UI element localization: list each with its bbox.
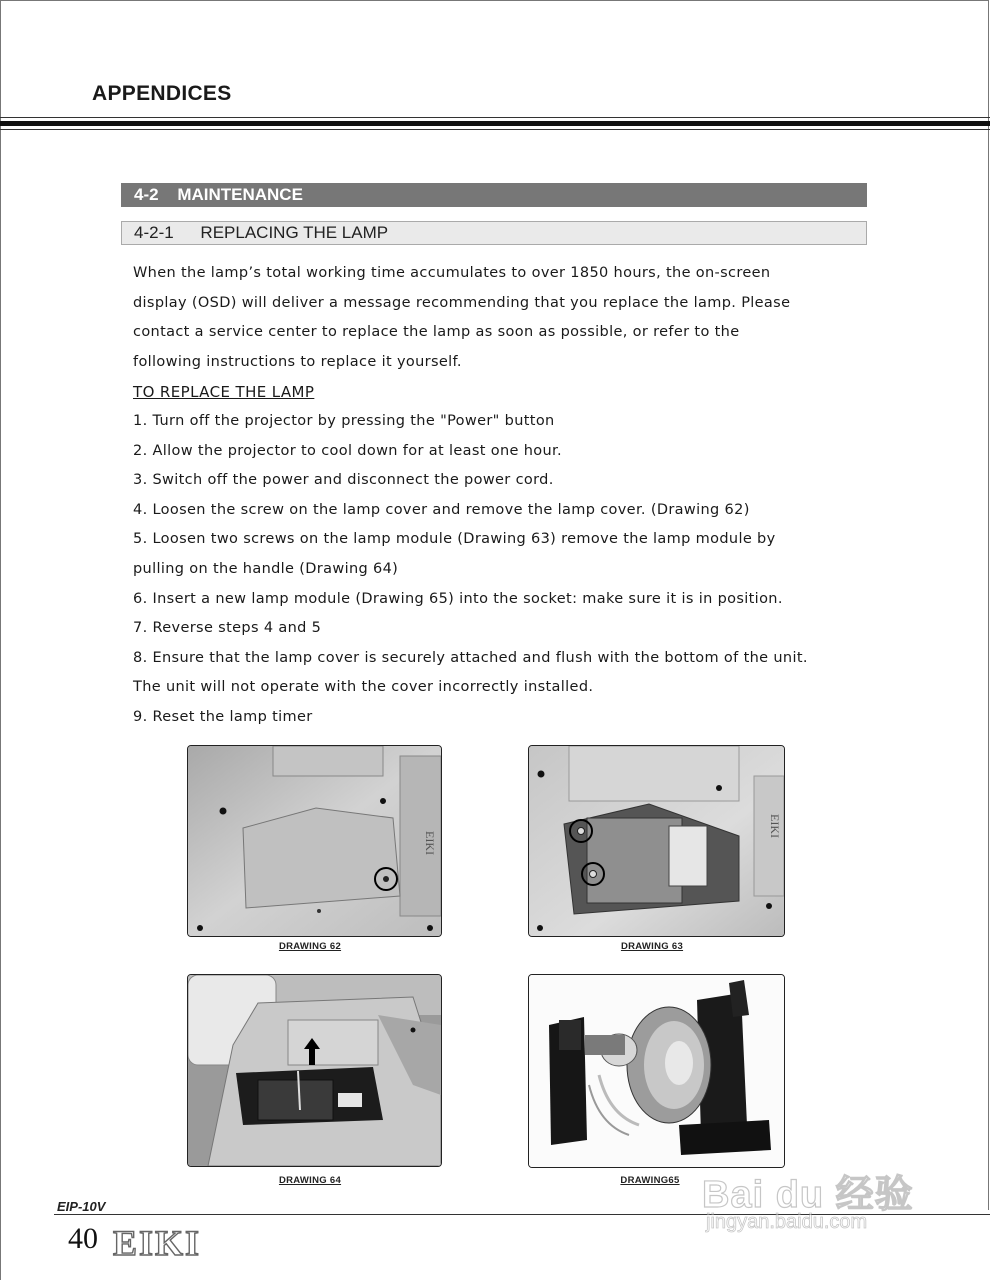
photo-logo-text: EIKI (768, 814, 782, 838)
page-header-title: APPENDICES (92, 82, 232, 105)
drawing-62-caption: DRAWING 62 (278, 941, 342, 952)
steps-list (133, 407, 808, 733)
intro-line: contact a service center to replace the lamp as soon as possible, or refer to the (133, 324, 740, 341)
drawing-63-caption: DRAWING 63 (620, 941, 684, 952)
step-line: pulling on the handle (Drawing 64) (133, 560, 399, 577)
page-border-right (988, 0, 989, 1210)
brand-logo: EIKI (113, 1223, 202, 1263)
drawing-63-image (528, 745, 785, 937)
step-line: The unit will not operate with the cover incorrectly installed. (133, 679, 594, 696)
drawing-64-caption: DRAWING 64 (278, 1175, 342, 1186)
header-rule (0, 117, 990, 118)
photo-logo-text: EIKI (423, 831, 437, 855)
section-heading (121, 183, 867, 207)
step-line: 8. Ensure that the lamp cover is securely attached and flush with the bottom of the unit. (133, 649, 808, 666)
intro-line: display (OSD) will deliver a message recommending that you replace the lamp. Please (133, 294, 791, 311)
page-border-top (0, 0, 988, 1)
step-line: 9. Reset the lamp timer (133, 708, 313, 725)
watermark-main-text: Bai du 经验 (702, 1174, 914, 1216)
intro-line: following instructions to replace it yourself. (133, 353, 462, 370)
subsection-number: 4-2-1 (134, 223, 174, 242)
section-title: MAINTENANCE (177, 185, 303, 204)
step-line: 6. Insert a new lamp module (Drawing 65) into the socket: make sure it is in position. (133, 590, 783, 607)
step-line: 1. Turn off the projector by pressing the "Power" button (133, 413, 555, 429)
header-rule-thick (0, 121, 990, 126)
drawing-62-image (187, 745, 442, 937)
section-number: 4-2 (134, 185, 159, 204)
step-line: 5. Loosen two screws on the lamp module (Drawing 63) remove the lamp module by (133, 531, 776, 548)
baidu-watermark (702, 1163, 932, 1237)
model-name: EIP-10V (57, 1199, 106, 1214)
header-rule (0, 129, 990, 130)
page-border-left (0, 0, 1, 1280)
intro-paragraph (133, 259, 790, 377)
step-line: 3. Switch off the power and disconnect the power cord. (133, 472, 554, 489)
page-number: 40 (68, 1222, 98, 1255)
watermark-url: jingyan.baidu.com (706, 1211, 868, 1233)
drawing-65-caption: DRAWING65 (620, 1175, 680, 1186)
intro-line: When the lamp’s total working time accumulates to over 1850 hours, the on-screen (133, 265, 771, 281)
step-line: 7. Reverse steps 4 and 5 (133, 620, 322, 637)
subsection-heading (121, 221, 867, 245)
procedure-title: TO REPLACE THE LAMP (133, 383, 315, 401)
subsection-title: REPLACING THE LAMP (200, 223, 389, 242)
drawing-65-image (528, 974, 785, 1168)
drawing-64-image (187, 974, 442, 1167)
step-line: 2. Allow the projector to cool down for at least one hour. (133, 442, 562, 459)
step-line: 4. Loosen the screw on the lamp cover and remove the lamp cover. (Drawing 62) (133, 501, 750, 518)
